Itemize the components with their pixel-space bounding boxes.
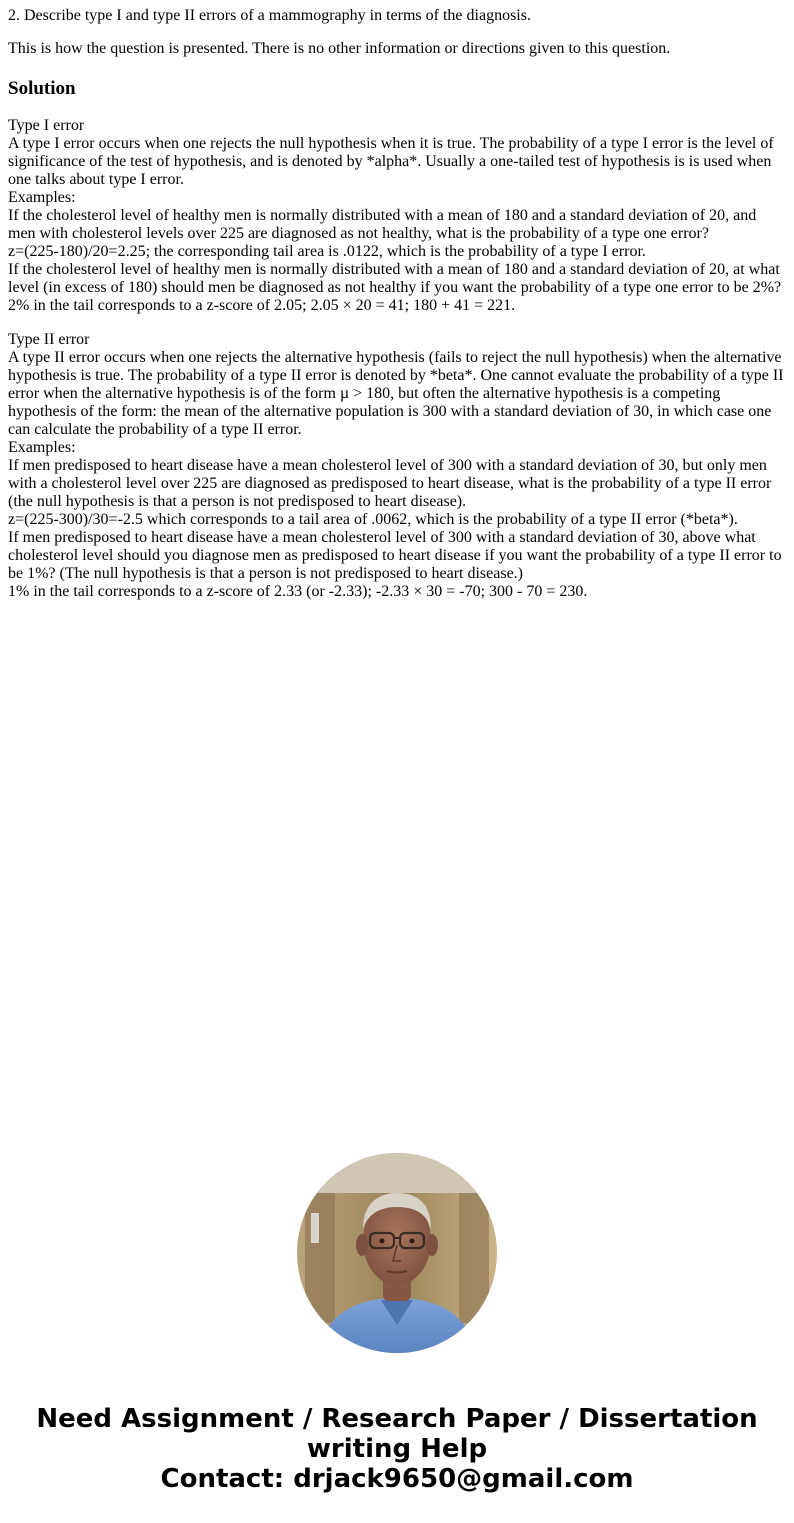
type2-definition: A type II error occurs when one rejects the alternative hypothesis (fails to reject the null hypothesis) when the alternative hypothesis is true. The probability of a type II error is denoted by *beta*. One cannot evaluate the probability of a type II error when the alternative hypothesis is of the form µ > 180, but often the alternative hypothesis is a competing hypothesis of the form: the mean of the alternative population is 300 with a standard deviation of 30, in which case one can calculate the probability of a type II error. [8, 349, 784, 438]
type1-title: Type I error [8, 117, 85, 134]
promo-banner [0, 1404, 794, 1494]
type2-section [8, 331, 786, 601]
solution-heading: Solution [8, 78, 76, 99]
type1-example1-question: If the cholesterol level of healthy men is normally distributed with a mean of 180 and a standard deviation of 20, and men with cholesterol levels over 225 are diagnosed as not healthy, what is the probability of a type one error? [8, 207, 757, 242]
promo-line-1: Need Assignment / Research Paper / Dissertation [36, 1404, 758, 1434]
type1-example2-answer: 2% in the tail corresponds to a z-score of 2.05; 2.05 × 20 = 41; 180 + 41 = 221. [8, 297, 516, 314]
type2-example2-answer: 1% in the tail corresponds to a z-score of 2.33 (or -2.33); -2.33 × 30 = -70; 300 - 70 = 230. [8, 583, 588, 600]
type2-example1-answer: z=(225-300)/30=-2.5 which corresponds to a tail area of .0062, which is the probability of a type II error (*beta*). [8, 511, 738, 528]
promo-line-2: writing Help [306, 1434, 488, 1464]
question-note: This is how the question is presented. There is no other information or directions given to this question. [8, 40, 671, 57]
type1-example2-question: If the cholesterol level of healthy men is normally distributed with a mean of 180 and a standard deviation of 20, at what level (in excess of 180) should men be diagnosed as not healthy if you want the probability of a type one error to be 2%? [8, 261, 782, 296]
type1-definition: A type I error occurs when one rejects the null hypothesis when it is true. The probability of a type I error is the level of significance of the test of hypothesis, and is denoted by *alpha*. Usually a one-tailed test of hypothesis is is used when one talks about type I error. [8, 135, 774, 188]
promo-contact: Contact: drjack9650@gmail.com [160, 1464, 634, 1494]
question-text: 2. Describe type I and type II errors of a mammography in terms of the diagnosis. [8, 7, 531, 24]
type2-example2-question: If men predisposed to heart disease have a mean cholesterol level of 300 with a standard deviation of 30, above what cholesterol level should you diagnose men as predisposed to heart disease if you want the probability of a type II error to be 1%? (The null hypothesis is that a person is not predisposed to heart disease.) [8, 529, 782, 582]
type1-section [8, 117, 786, 315]
avatar [297, 1153, 497, 1353]
document-body [8, 0, 786, 601]
type1-examples-label: Examples: [8, 189, 76, 206]
type1-example1-answer: z=(225-180)/20=2.25; the corresponding tail area is .0122, which is the probability of a type I error. [8, 243, 646, 260]
type2-title: Type II error [8, 331, 90, 348]
avatar-portrait [297, 1153, 497, 1353]
type2-example1-question: If men predisposed to heart disease have a mean cholesterol level of 300 with a standard deviation of 30, but only men with a cholesterol level over 225 are diagnosed as predisposed to heart disease, what is the probability of a type II error (the null hypothesis is that a person is not predisposed to heart disease). [8, 457, 772, 510]
type2-examples-label: Examples: [8, 439, 76, 456]
